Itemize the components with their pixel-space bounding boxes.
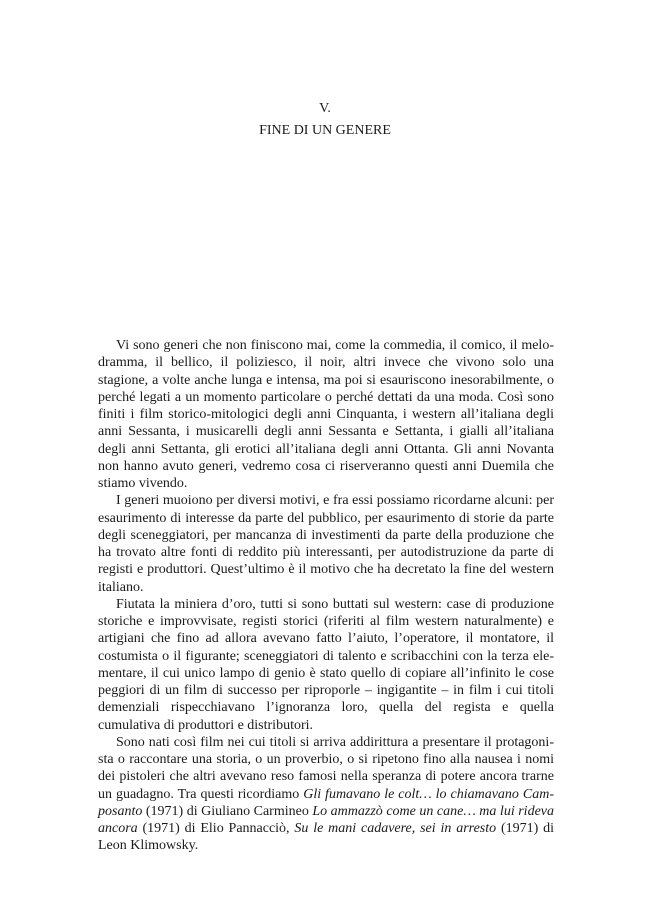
- chapter-title: FINE DI UN GENERE: [259, 123, 391, 138]
- paragraph-text: (1971) di Leon Klimowsky.: [98, 821, 554, 854]
- film-title: Lo ammazzò come un cane… ma lui rideva ancora: [98, 803, 554, 836]
- paragraph-text: (1971) di Giuliano Carmineo: [142, 803, 313, 819]
- paragraph-text: Sono nati così film nei cui titoli si arriva addirittura a presentare il protagonista o raccontare una storia, o un proverbio, o si ripetono fino alla nausea i nomi dei pistoleri che altri avevano reso famosi nella speranza di potere ancora trarne un guadagno. Tra questi ricordiamo: [98, 734, 554, 802]
- film-title: Su le mani cadavere, sei in arresto: [294, 821, 497, 836]
- body-paragraph: I generi muoiono per diversi motivi, e fra essi possiamo ricordarne alcuni: per esaurimento di interesse da parte del pubblico, per esaurimento di storie da parte degli sceneggiatori, per mancanza di investimenti da parte della produzione che ha trovato altre fonti di reddito più interessanti, per autodistruzione da parte di registi e produttori. Quest’ultimo è il motivo che ha decretato la fine del western italiano.: [98, 493, 554, 595]
- body-paragraph: Vi sono generi che non finiscono mai, come la commedia, il comico, il melodramma, il bellico, il poliziesco, il noir, altri invece che vivono solo una stagione, a volte anche lunga e intensa, ma poi si esauriscono inesorabilmente, o perché legati a un momento particolare o perché dettati da una moda. Così sono finiti i film storico-mitologici degli anni Cinquanta, i western all’italiana degli anni Sessanta, i musicarelli degli anni Sessanta e Settanta, i gialli all’italiana degli anni Settanta, gli erotici all’italiana degli anni Ottanta. Gli anni Novanta non hanno avuto generi, vedremo cosa ci riserveranno questi anni Duemila che stiamo vivendo.: [98, 338, 554, 491]
- body-paragraph: Fiutata la miniera d’oro, tutti si sono buttati sul western: case di produzione storiche e improvvisate, registi storici (riferiti al film western naturalmente) e artigiani che fino ad allora avevano fatto l’aiuto, l’operatore, il montatore, il costumista o il figurante; sceneggiatori di talento e scribacchini con la terza elementare, il cui unico lampo di genio è stato quello di copiare all’infinito le cose peggiori di un film di successo per riproporle – ingigantite – in film i cui titoli demenziali rispecchiavano l’ignoranza loro, quella del regista e quella cumulativa di produttori e distributori.: [98, 596, 554, 733]
- paragraph-text: (1971) di Elio Pannacciò,: [137, 821, 295, 836]
- film-title: Gli fumavano le colt… lo chiamavano Camposanto: [98, 786, 554, 819]
- chapter-body: [98, 337, 554, 855]
- chapter-number: V.: [319, 101, 331, 116]
- body-paragraph: [98, 734, 554, 855]
